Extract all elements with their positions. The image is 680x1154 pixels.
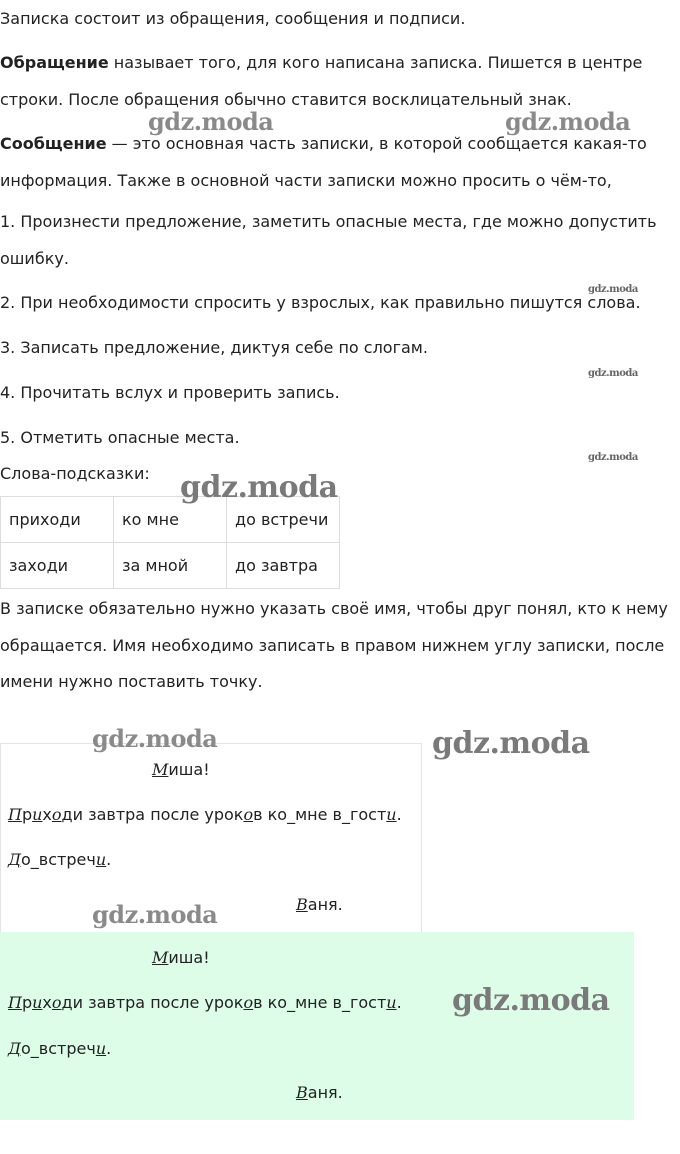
signature-line-3: имени нужно поставить точку.	[0, 672, 263, 691]
note-text: в ко_мне в_гост	[253, 993, 387, 1012]
hints-table	[0, 496, 340, 589]
note-text: х	[42, 993, 52, 1012]
hints-label: Слова-подсказки:	[0, 464, 150, 483]
hint-cell: приходи	[1, 497, 114, 543]
watermark: gdz.moda	[505, 107, 631, 136]
underlined-letter: о	[243, 805, 254, 824]
underlined-letter: и	[386, 993, 397, 1012]
note-text: о_встреч	[21, 850, 96, 869]
watermark: gdz.moda	[588, 284, 638, 295]
watermark: gdz.moda	[432, 726, 590, 761]
underlined-letter: и	[32, 993, 43, 1012]
watermark: gdz.moda	[92, 900, 218, 929]
note-text: ди завтра после урок	[61, 805, 244, 824]
underlined-letter: и	[95, 1039, 107, 1058]
step-5: 5. Отметить опасные места.	[0, 428, 240, 447]
step-2: 2. При необходимости спросить у взрослых, как правильно пишутся слова.	[0, 293, 641, 312]
address-rest: называет того, для кого написана записка. Пишется в центре	[108, 53, 643, 72]
note-text: .	[396, 805, 402, 824]
note-line-2	[8, 1039, 111, 1058]
note-text: р	[21, 805, 33, 824]
note-signature	[296, 1083, 343, 1102]
hint-cell: за мной	[114, 543, 227, 589]
note-text: ди завтра после урок	[61, 993, 244, 1012]
note-text: .	[106, 850, 112, 869]
underlined-letter: Д	[8, 850, 22, 869]
address-term: Обращение	[0, 53, 109, 72]
underlined-letter: о	[51, 993, 62, 1012]
underlined-letter: Д	[8, 1039, 22, 1058]
intro-text: Записка состоит из обращения, сообщения и подписи.	[0, 9, 466, 28]
note-text: .	[396, 993, 402, 1012]
note-text: р	[21, 993, 33, 1012]
note-line-1	[8, 805, 402, 824]
watermark: gdz.moda	[92, 724, 218, 753]
hint-cell: заходи	[1, 543, 114, 589]
hint-cell: до завтра	[227, 543, 340, 589]
underlined-letter: В	[296, 1083, 308, 1102]
note-text: .	[106, 1039, 112, 1058]
underlined-letter: П	[8, 993, 22, 1012]
step-4: 4. Прочитать вслух и проверить запись.	[0, 383, 340, 402]
underlined-letter: о	[243, 993, 254, 1012]
signature-line-2: обращается. Имя необходимо записать в правом нижнем углу записки, после	[0, 636, 665, 655]
note-line-2	[8, 850, 111, 869]
note-greeting	[152, 948, 210, 967]
signature-line-1: В записке обязательно нужно указать своё имя, чтобы друг понял, кто к нему	[0, 599, 668, 618]
underlined-letter: М	[152, 760, 169, 779]
underlined-letter: П	[8, 805, 22, 824]
hint-cell: до встречи	[227, 497, 340, 543]
message-term: Сообщение	[0, 134, 107, 153]
underlined-letter: и	[386, 805, 397, 824]
note-text: иша!	[168, 760, 210, 779]
note-text: иша!	[168, 948, 210, 967]
note-line-1	[8, 993, 402, 1012]
step-1: 1. Произнести предложение, заметить опасные места, где можно допустить	[0, 212, 657, 231]
address-line-2: строки. После обращения обычно ставится восклицательный знак.	[0, 90, 572, 109]
underlined-letter: М	[152, 948, 169, 967]
message-rest: — это основная часть записки, в которой сообщается какая-то	[106, 134, 647, 153]
step-1-cont: ошибку.	[0, 249, 69, 268]
hints-row	[1, 543, 340, 589]
watermark: gdz.moda	[588, 452, 638, 463]
note-text: о_встреч	[21, 1039, 96, 1058]
note-signature	[296, 895, 343, 914]
underlined-letter: и	[95, 850, 107, 869]
address-paragraph	[0, 44, 642, 81]
note-text: в ко_мне в_гост	[253, 805, 387, 824]
note-text: х	[42, 805, 52, 824]
underlined-letter: В	[296, 895, 308, 914]
message-line-2: информация. Также в основной части записки можно просить о чём-то,	[0, 171, 612, 190]
step-3: 3. Записать предложение, диктуя себе по слогам.	[0, 338, 428, 357]
hint-cell: ко мне	[114, 497, 227, 543]
watermark: gdz.moda	[452, 983, 610, 1018]
note-text: аня.	[307, 1083, 343, 1102]
watermark: gdz.moda	[180, 470, 338, 505]
watermark: gdz.moda	[588, 368, 638, 379]
note-text: аня.	[307, 895, 343, 914]
underlined-letter: и	[32, 805, 43, 824]
underlined-letter: о	[51, 805, 62, 824]
watermark: gdz.moda	[148, 107, 274, 136]
note-greeting	[152, 760, 210, 779]
